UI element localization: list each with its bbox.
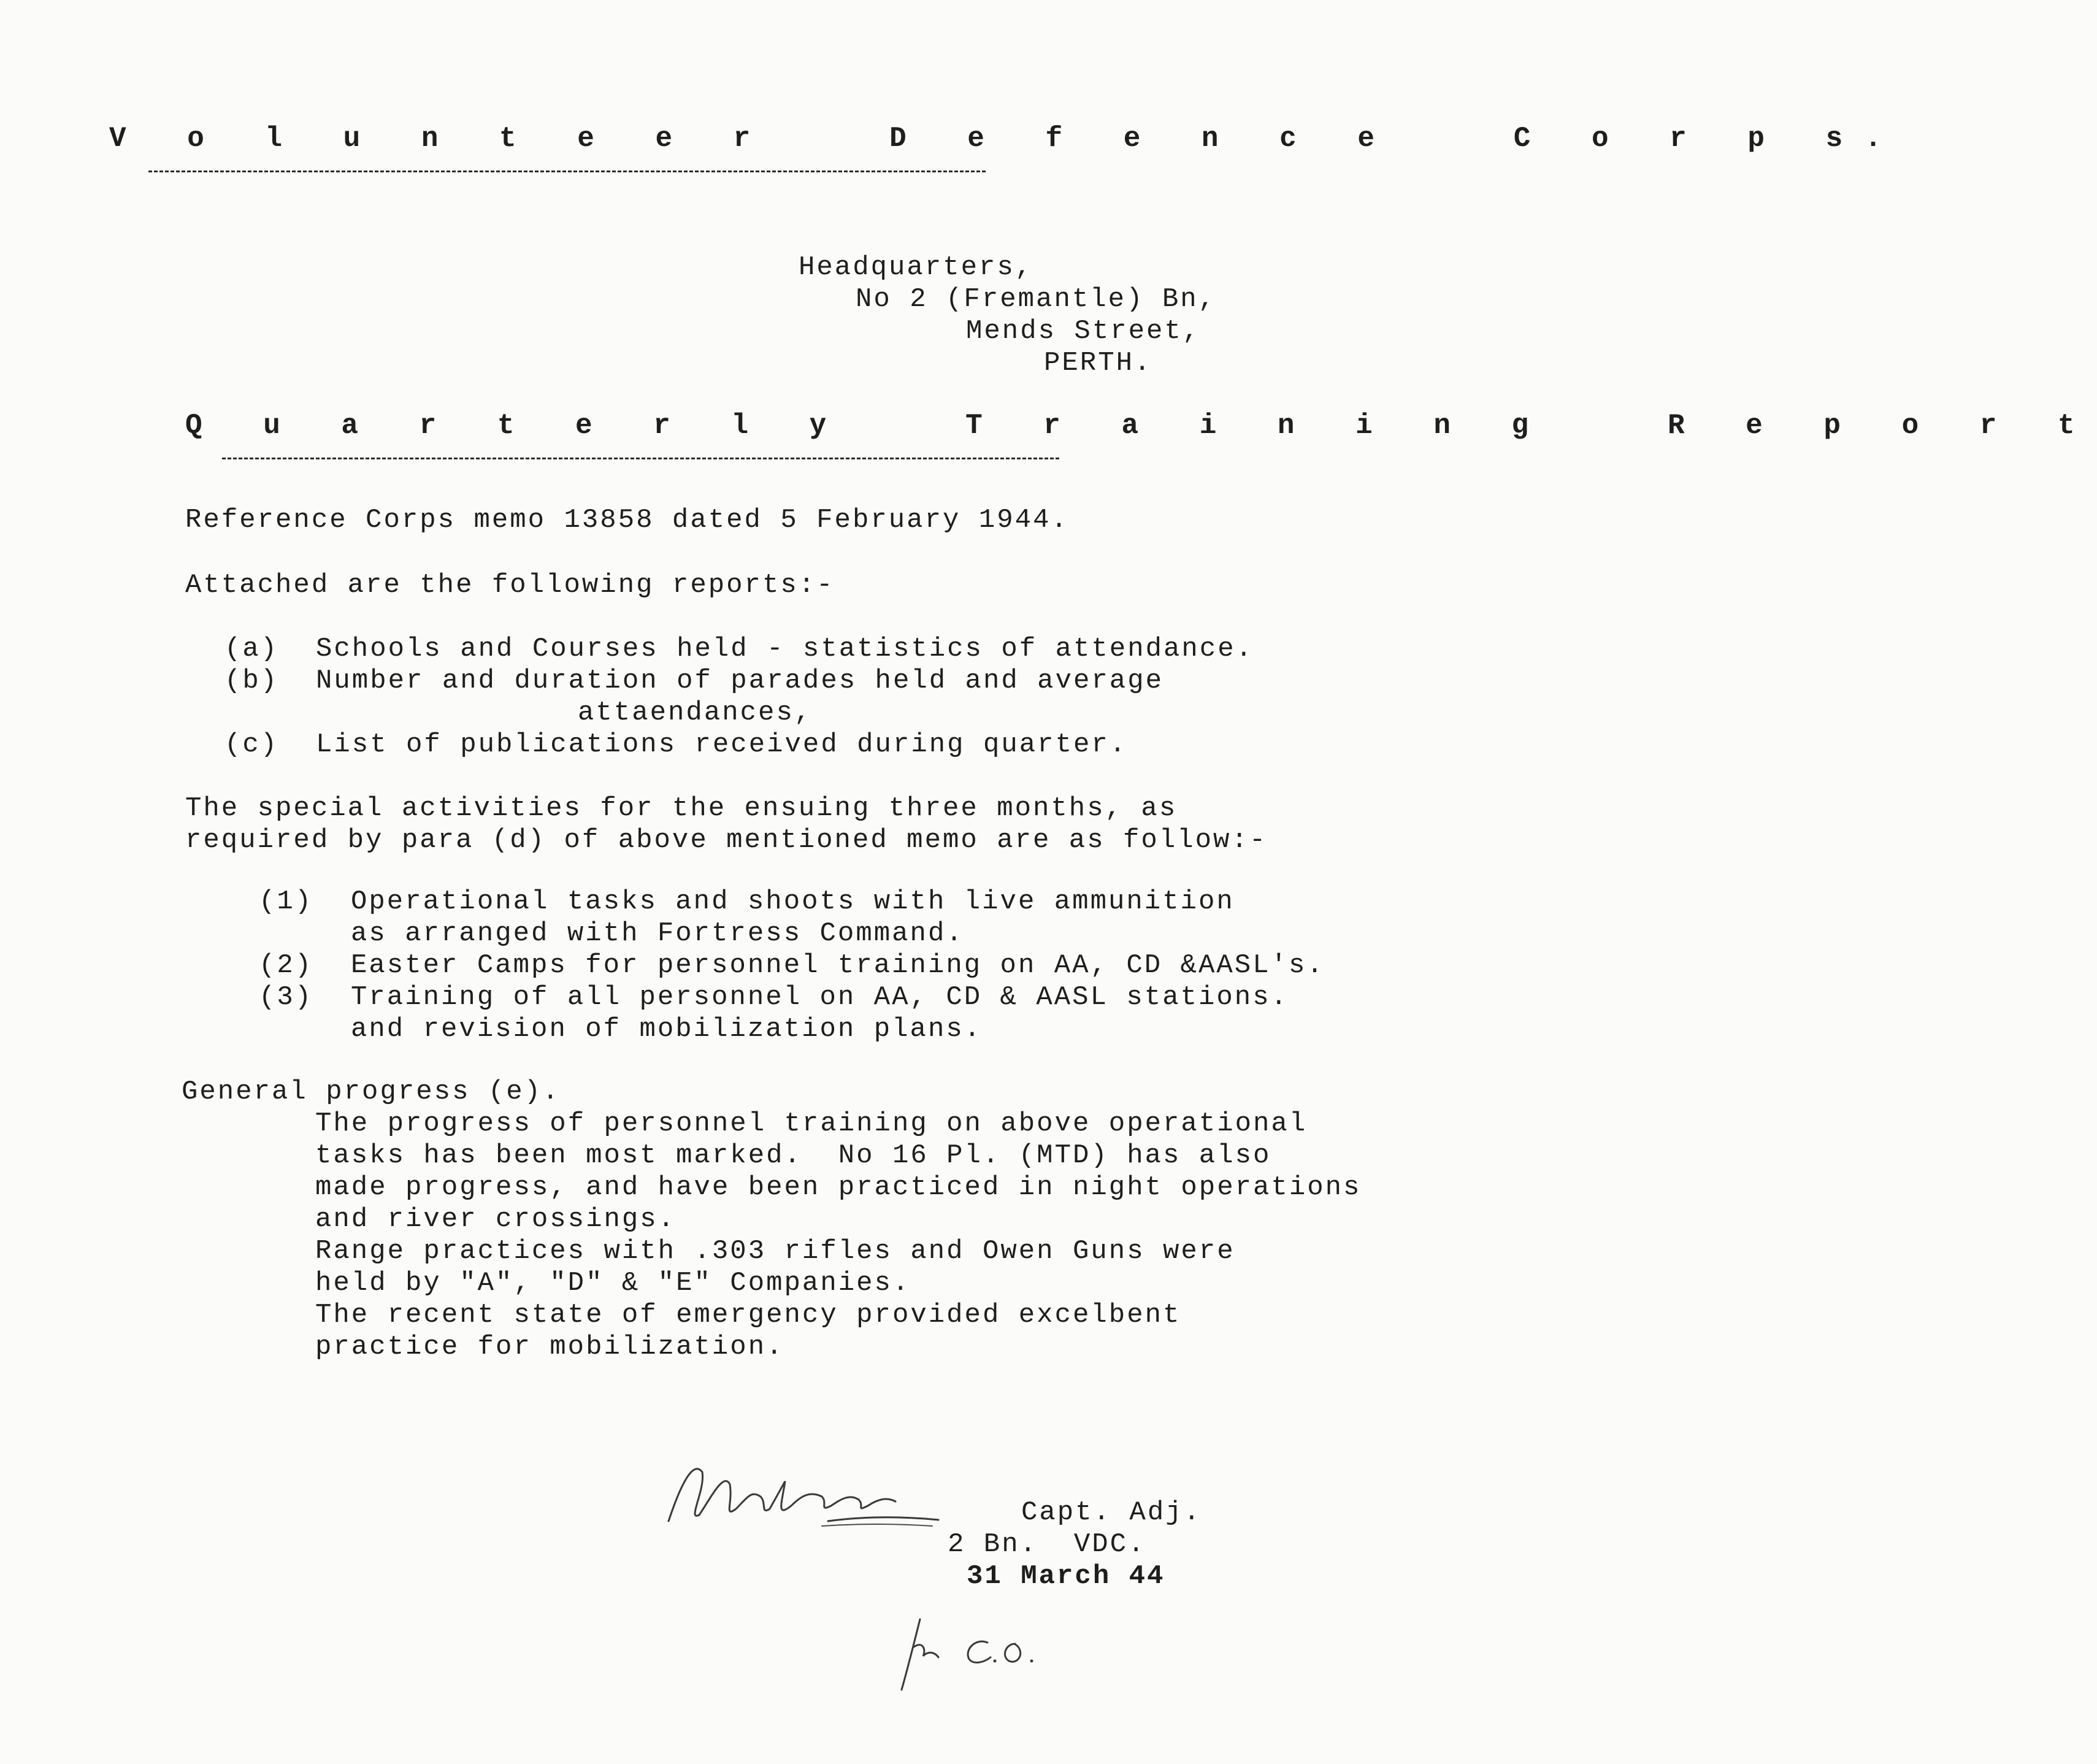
general-progress-heading: General progress (e). bbox=[182, 1076, 561, 1107]
address-line-1: Headquarters, bbox=[799, 252, 1033, 283]
activity-marker-3: (3) bbox=[259, 982, 313, 1013]
report-item-b: Number and duration of parades held and average bbox=[316, 665, 1164, 696]
general-line-7: The recent state of emergency provided excelbent bbox=[315, 1300, 1181, 1330]
general-line-3: made progress, and have been practiced in night operations bbox=[315, 1172, 1362, 1203]
activity-1-line-2: as arranged with Fortress Command. bbox=[351, 918, 964, 949]
general-line-5: Range practices with .303 rifles and Owen Guns were bbox=[315, 1236, 1235, 1267]
report-marker-a: (a) bbox=[224, 634, 279, 664]
address-line-3: Mends Street, bbox=[966, 316, 1201, 347]
report-item-b-cont: attaendances, bbox=[578, 697, 813, 728]
reference-line: Reference Corps memo 13858 dated 5 February 1944. bbox=[185, 505, 1069, 535]
report-item-a: Schools and Courses held - statistics of attendance. bbox=[316, 634, 1254, 664]
activity-3-line-2: and revision of mobilization plans. bbox=[351, 1014, 983, 1045]
activity-3-line-1: Training of all personnel on AA, CD & AASL stations. bbox=[351, 982, 1289, 1013]
special-intro-line-2: required by para (d) of above mentioned memo are as follow:- bbox=[185, 825, 1268, 856]
general-line-2: tasks has been most marked. No 16 Pl. (MTD) has also bbox=[315, 1140, 1271, 1171]
report-title-underline bbox=[222, 458, 1059, 459]
report-title: Q u a r t e r l y T r a i n i n g R e p o r t bbox=[185, 410, 2097, 442]
attached-intro: Attached are the following reports:- bbox=[185, 570, 835, 600]
activity-1-line-1: Operational tasks and shoots with live ammunition bbox=[351, 886, 1235, 917]
address-line-2: No 2 (Fremantle) Bn, bbox=[856, 284, 1217, 315]
signature-rank: Capt. Adj. bbox=[1021, 1497, 1202, 1528]
title-underline bbox=[148, 171, 986, 172]
signature-unit: 2 Bn. VDC. bbox=[948, 1529, 1146, 1560]
general-line-6: held by "A", "D" & "E" Companies. bbox=[315, 1268, 911, 1298]
general-line-1: The progress of personnel training on above operational bbox=[315, 1108, 1308, 1139]
special-intro-line-1: The special activities for the ensuing three months, as bbox=[185, 793, 1178, 824]
handwritten-initials bbox=[895, 1613, 1067, 1693]
general-line-8: practice for mobilization. bbox=[315, 1332, 784, 1362]
report-marker-c: (c) bbox=[224, 729, 279, 760]
handwritten-signature bbox=[644, 1448, 963, 1540]
activity-marker-2: (2) bbox=[259, 950, 313, 981]
signature-date: 31 March 44 bbox=[967, 1561, 1165, 1592]
address-line-4: PERTH. bbox=[1044, 348, 1152, 378]
corps-title: V o l u n t e e r D e f e n c e C o r p s. bbox=[109, 123, 1904, 155]
activity-2-line-1: Easter Camps for personnel training on AA, CD &AASL's. bbox=[351, 950, 1325, 981]
report-item-c: List of publications received during quarter. bbox=[316, 729, 1128, 760]
general-line-4: and river crossings. bbox=[315, 1204, 677, 1235]
report-marker-b: (b) bbox=[224, 665, 279, 696]
activity-marker-1: (1) bbox=[259, 886, 313, 917]
